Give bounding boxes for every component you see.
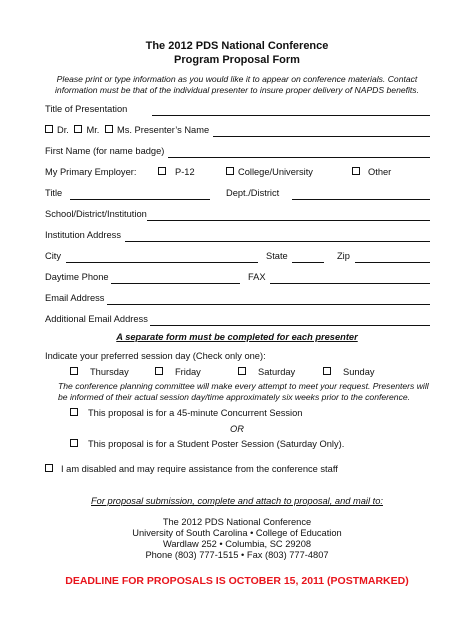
zip-field[interactable]: [355, 262, 430, 263]
dr-label: Dr.: [57, 125, 69, 135]
institution-address-field[interactable]: [125, 241, 430, 242]
employer-label: My Primary Employer:: [45, 167, 137, 177]
disability-option[interactable]: [45, 464, 338, 474]
thursday-checkbox[interactable]: [70, 367, 78, 375]
mailing-address-line1: The 2012 PDS National Conference: [162, 517, 312, 527]
friday-label: Friday: [175, 367, 201, 377]
fax-label: FAX: [248, 272, 266, 282]
title-of-presentation-label: Title of Presentation: [45, 104, 128, 114]
daytime-phone-field[interactable]: [111, 283, 240, 284]
separate-form-note: A separate form must be completed for each presenter: [116, 332, 358, 342]
institution-address-label: Institution Address: [45, 230, 121, 240]
dept-label: Dept./District: [226, 188, 280, 198]
p12-label: P-12: [175, 167, 195, 177]
mailing-address-line4: Phone (803) 777-1515 • Fax (803) 777-4807: [145, 550, 329, 560]
city-label: City: [45, 251, 62, 261]
mailing-address-line2: University of South Carolina • College of Education: [132, 528, 342, 538]
ms-checkbox[interactable]: [105, 125, 113, 133]
sunday-label: Sunday: [343, 367, 375, 377]
concurrent-session-checkbox[interactable]: [70, 408, 78, 416]
poster-session-label: This proposal is for a Student Poster Session (Saturday Only).: [88, 439, 345, 449]
employer-other-option[interactable]: [352, 167, 391, 177]
mailing-instruction: For proposal submission, complete and attach to proposal, and mail to:: [91, 496, 383, 506]
committee-note-line1: The conference planning committee will make every attempt to meet your request. Presenters will: [58, 381, 429, 391]
first-name-label: First Name (for name badge): [45, 146, 165, 156]
day-sunday-option[interactable]: [323, 367, 375, 377]
thursday-label: Thursday: [90, 367, 129, 377]
saturday-label: Saturday: [258, 367, 296, 377]
instructions-line1: Please print or type information as you would like it to appear on conference materials. Contact: [56, 74, 418, 84]
mr-label: Mr.: [86, 125, 100, 135]
dept-field[interactable]: [292, 199, 430, 200]
friday-checkbox[interactable]: [155, 367, 163, 375]
additional-email-label: Additional Email Address: [45, 314, 148, 324]
concurrent-session-label: This proposal is for a 45-minute Concurrent Session: [88, 408, 303, 418]
email-label: Email Address: [45, 293, 105, 303]
email-field[interactable]: [107, 304, 430, 305]
sunday-checkbox[interactable]: [323, 367, 331, 375]
day-saturday-option[interactable]: [238, 367, 295, 377]
mailing-address-line3: Wardlaw 252 • Columbia, SC 29208: [162, 539, 312, 549]
concurrent-session-option[interactable]: [70, 408, 302, 418]
college-checkbox[interactable]: [226, 167, 234, 175]
poster-session-checkbox[interactable]: [70, 439, 78, 447]
other-checkbox[interactable]: [352, 167, 360, 175]
or-separator: OR: [230, 424, 244, 434]
p12-checkbox[interactable]: [158, 167, 166, 175]
school-field[interactable]: [147, 220, 430, 221]
disability-label: I am disabled and may require assistance from the conference staff: [61, 464, 338, 474]
saturday-checkbox[interactable]: [238, 367, 246, 375]
dr-checkbox[interactable]: [45, 125, 53, 133]
presenter-name-label: [45, 125, 209, 135]
daytime-phone-label: Daytime Phone: [45, 272, 109, 282]
title-label: Title: [45, 188, 63, 198]
day-thursday-option[interactable]: [70, 367, 129, 377]
instructions-line2: information must be that of the individual presenter to insure proper delivery of NAPDS benefits.: [55, 85, 419, 95]
employer-college-option[interactable]: [226, 167, 313, 177]
committee-note-line2: be informed of their actual session day/time approximately six weeks prior to the conference.: [58, 392, 411, 402]
college-label: College/University: [238, 167, 313, 177]
first-name-field[interactable]: [168, 157, 430, 158]
presenter-name-field[interactable]: [213, 136, 430, 137]
additional-email-field[interactable]: [150, 325, 430, 326]
zip-label: Zip: [337, 251, 350, 261]
poster-session-option[interactable]: [70, 439, 344, 449]
ms-presenter-name-label: Ms. Presenter’s Name: [117, 125, 210, 135]
state-field[interactable]: [292, 262, 324, 263]
fax-field[interactable]: [270, 283, 430, 284]
city-field[interactable]: [66, 262, 258, 263]
employer-p12-option[interactable]: [158, 167, 195, 177]
preferred-day-prompt: Indicate your preferred session day (Check only one):: [45, 351, 266, 361]
form-title-line2: Program Proposal Form: [174, 54, 300, 66]
mr-checkbox[interactable]: [74, 125, 82, 133]
day-friday-option[interactable]: [155, 367, 201, 377]
disability-checkbox[interactable]: [45, 464, 53, 472]
school-label: School/District/Institution: [45, 209, 147, 219]
state-label: State: [266, 251, 288, 261]
deadline-notice: DEADLINE FOR PROPOSALS IS OCTOBER 15, 2011 (POSTMARKED): [65, 575, 409, 587]
title-field[interactable]: [70, 199, 210, 200]
other-label: Other: [368, 167, 392, 177]
form-title-line1: The 2012 PDS National Conference: [145, 40, 329, 52]
title-of-presentation-field[interactable]: [152, 115, 430, 116]
